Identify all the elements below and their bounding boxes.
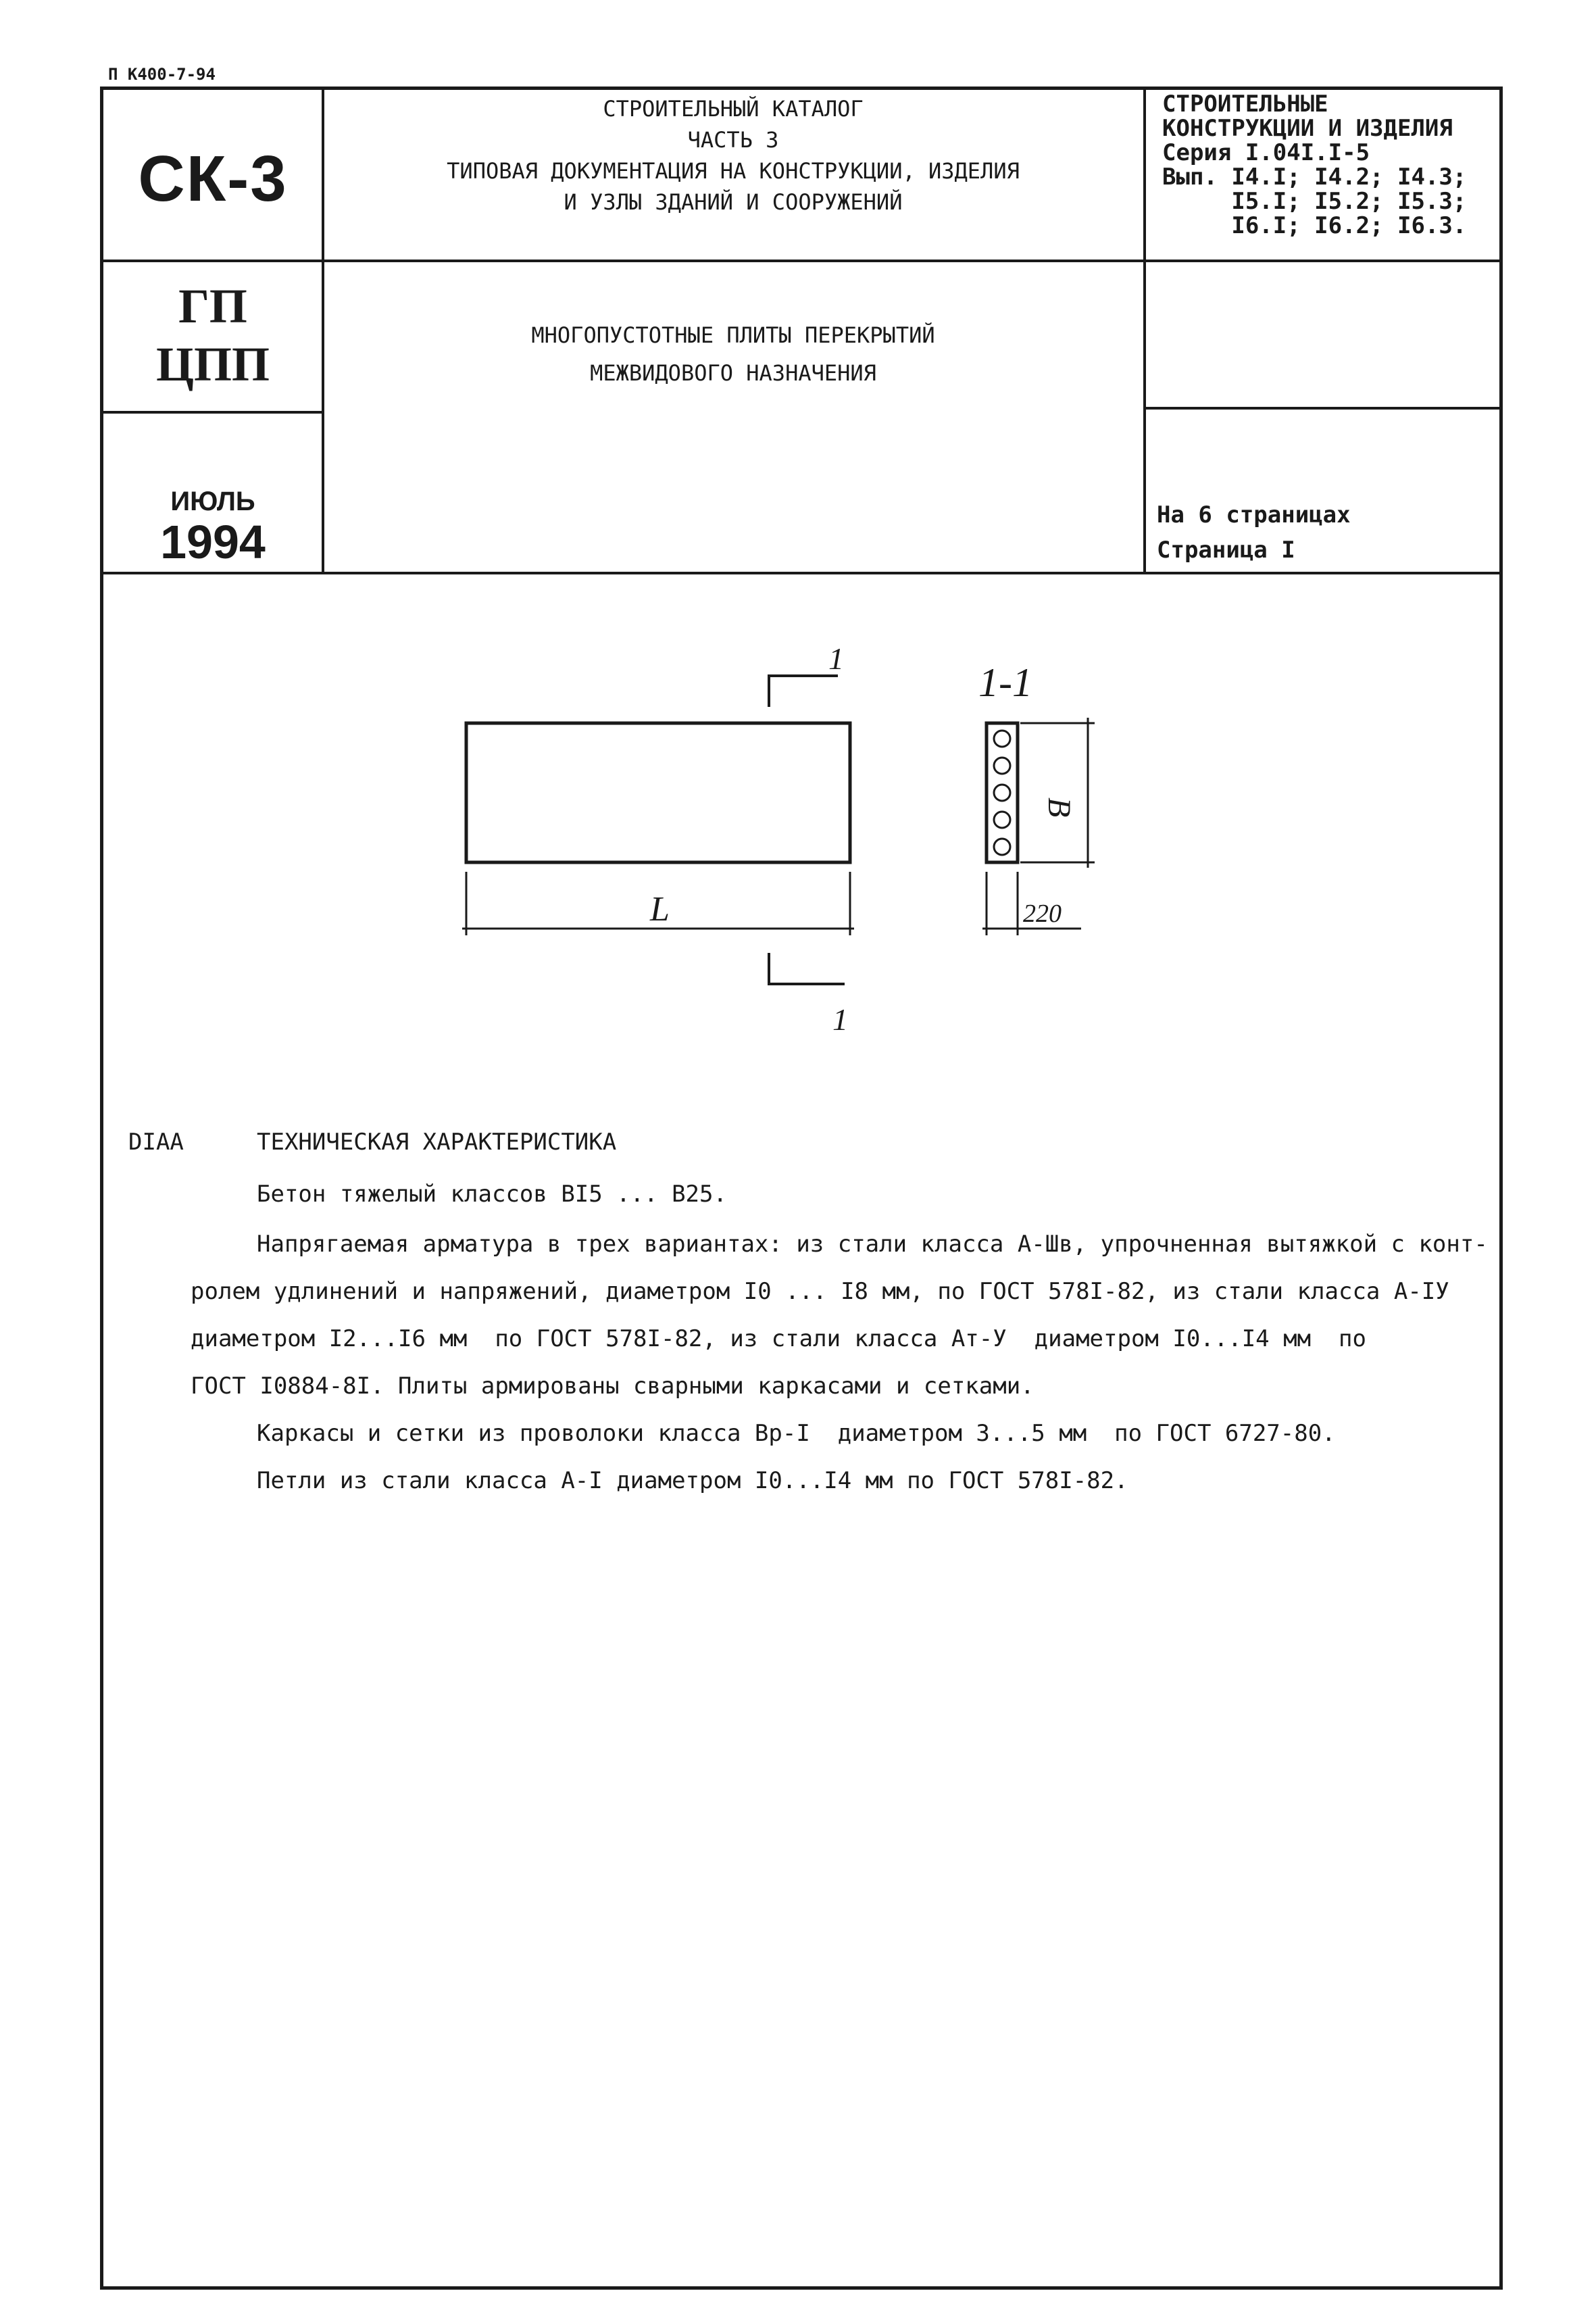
issue-month: ИЮЛЬ	[170, 487, 255, 516]
series-line: I6.I; I6.2; I6.3.	[1162, 212, 1467, 239]
slab-plan-outline	[466, 723, 850, 862]
document-title-line: МЕЖВИДОВОГО НАЗНАЧЕНИЯ	[590, 360, 876, 386]
document-code: П К400-7-94	[108, 65, 216, 84]
catalog-line: СТРОИТЕЛЬНЫЙ КАТАЛОГ	[603, 96, 864, 122]
series-line: Серия I.04I.I-5	[1162, 139, 1370, 166]
spec-paragraph-line: Каркасы и сетки из проволоки класса Вр-I диаметром 3...5 мм по ГОСТ 6727-80.	[257, 1420, 1336, 1447]
void-circle	[994, 812, 1010, 828]
section-number: DIAA	[128, 1129, 184, 1156]
width-label: В	[1041, 797, 1077, 818]
series-line: КОНСТРУКЦИИ И ИЗДЕЛИЯ	[1162, 115, 1453, 142]
catalog-line: И УЗЛЫ ЗДАНИЙ И СООРУЖЕНИЙ	[564, 189, 903, 215]
section-arrow-bottom	[769, 953, 845, 984]
section-mark-bottom: 1	[832, 1002, 848, 1037]
document-title-line: МНОГОПУСТОТНЫЕ ПЛИТЫ ПЕРЕКРЫТИЙ	[531, 322, 935, 348]
spec-paragraph-line: ГОСТ I0884-8I. Плиты армированы сварными каркасами и сетками.	[191, 1373, 1034, 1400]
slab-section-outline	[987, 723, 1018, 862]
series-line: I5.I; I5.2; I5.3;	[1162, 188, 1467, 215]
spec-paragraph-line: диаметром I2...I6 мм по ГОСТ 578I-82, из стали класса Ат-У диаметром I0...I4 мм по	[191, 1325, 1366, 1352]
void-circle	[994, 785, 1010, 801]
catalog-line: ТИПОВАЯ ДОКУМЕНТАЦИЯ НА КОНСТРУКЦИИ, ИЗДЕЛИЯ	[447, 158, 1020, 184]
section-title: ТЕХНИЧЕСКАЯ ХАРАКТЕРИСТИКА	[257, 1129, 617, 1156]
void-circle	[994, 758, 1010, 774]
section-label: 1-1	[978, 660, 1032, 705]
catalog-code: СК-3	[138, 143, 288, 215]
series-line: Вып. I4.I; I4.2; I4.3;	[1162, 164, 1467, 191]
issue-year: 1994	[160, 516, 266, 568]
section-arrow-top	[769, 676, 838, 707]
void-circle	[994, 839, 1010, 855]
organization-line: ЦПП	[155, 337, 270, 391]
series-line: СТРОИТЕЛЬНЫЕ	[1162, 91, 1328, 118]
section-mark-top: 1	[828, 641, 844, 676]
length-label: L	[650, 890, 670, 929]
organization-line: ГП	[178, 279, 247, 333]
spec-paragraph-line: Напрягаемая арматура в трех вариантах: из стали класса А-Шв, упрочненная вытяжкой с конт-	[257, 1231, 1488, 1258]
spec-paragraph-line: ролем удлинений и напряжений, диаметром I0 ... I8 мм, по ГОСТ 578I-82, из стали класса А-IУ	[191, 1278, 1449, 1305]
width-dimension	[1020, 718, 1095, 868]
thickness-label: 220	[1023, 900, 1062, 928]
spec-paragraph-line: Бетон тяжелый классов BI5 ... B25.	[257, 1181, 727, 1208]
catalog-line: ЧАСТЬ 3	[687, 127, 779, 153]
void-circle	[994, 731, 1010, 747]
spec-paragraph-line: Петли из стали класса А-I диаметром I0...I4 мм по ГОСТ 578I-82.	[257, 1467, 1128, 1494]
page-count: На 6 страницах	[1157, 501, 1351, 528]
page-number: Страница I	[1157, 537, 1295, 564]
